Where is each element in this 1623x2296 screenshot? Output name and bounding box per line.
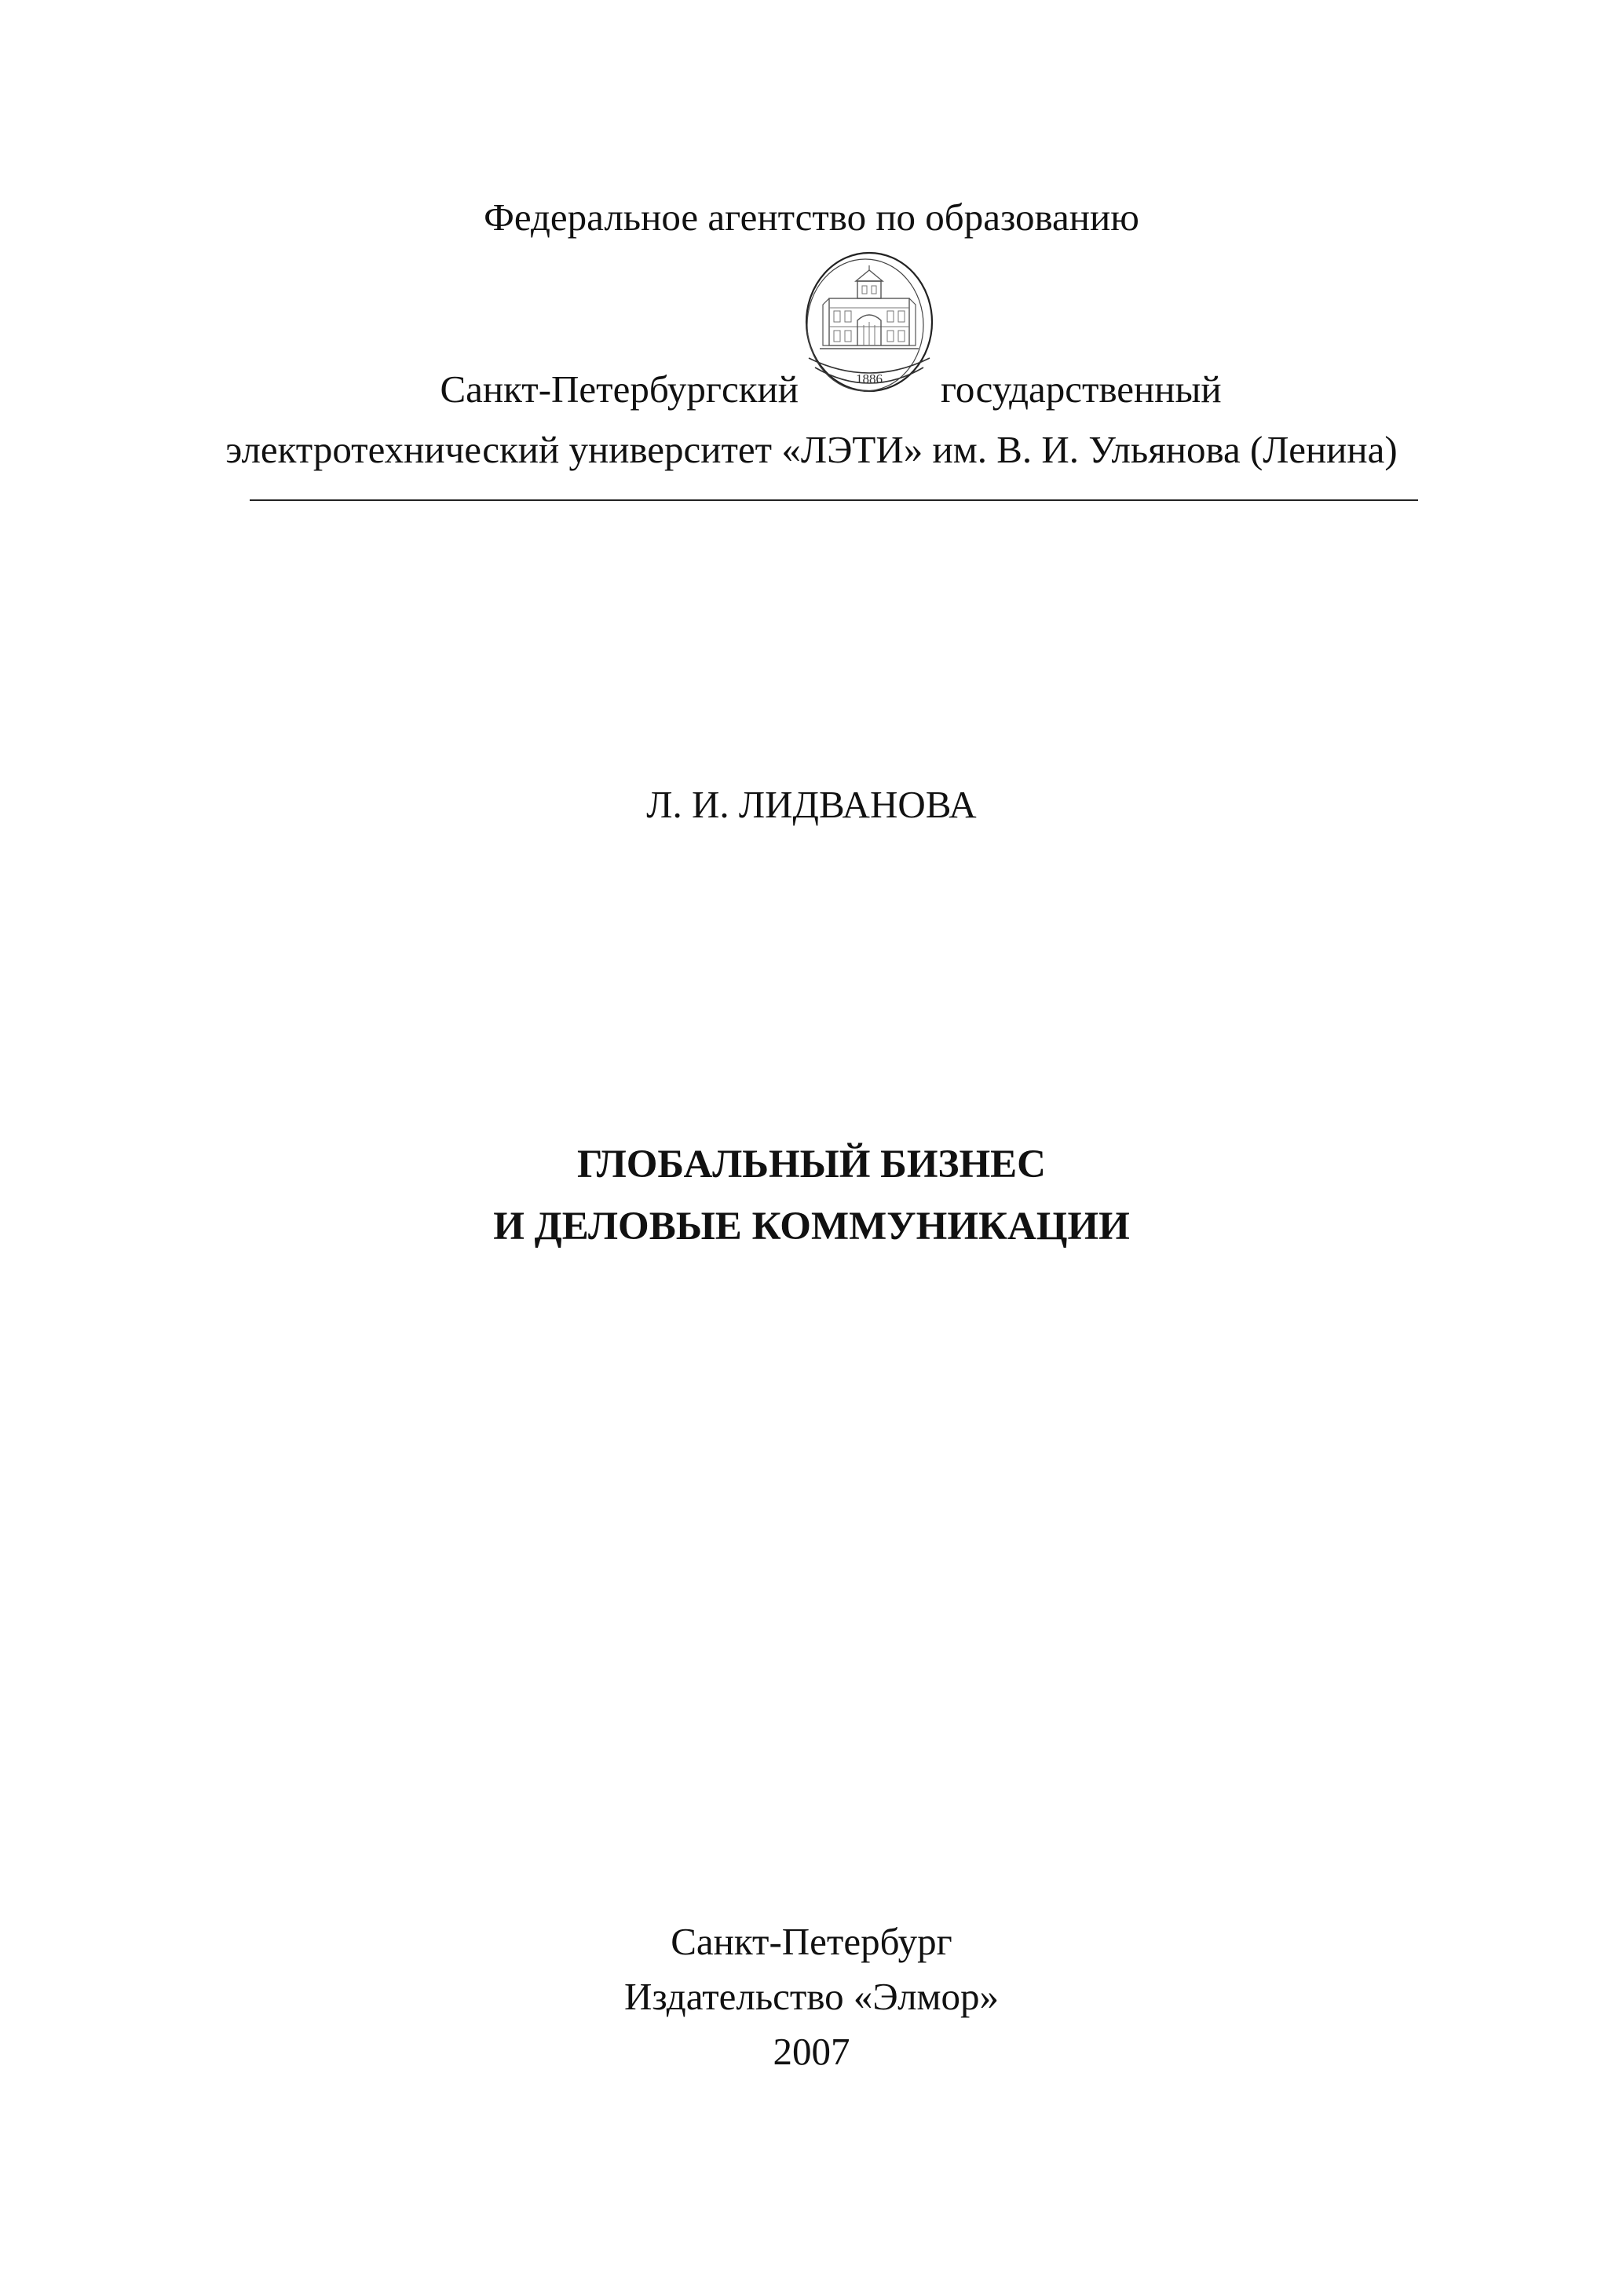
imprint-publisher: Издательство «Элмор»: [623, 1975, 1000, 2018]
university-name-left: Санкт-Петербургский: [440, 367, 799, 411]
university-name-row: [0, 250, 1623, 411]
book-title-line1: ГЛОБАЛЬНЫЙ БИЗНЕС: [576, 1143, 1046, 1186]
university-building-emblem-icon: [801, 250, 938, 407]
imprint-year: 2007: [773, 2030, 850, 2073]
book-title-line2: И ДЕЛОВЫЕ КОММУНИКАЦИИ: [493, 1205, 1130, 1249]
author-name: Л. И. ЛИДВАНОВА: [646, 783, 977, 826]
university-name-right: государственный: [941, 367, 1222, 411]
university-name-line2: электротехнический университет «ЛЭТИ» им. В. И. Ульянова (Ленина): [225, 428, 1398, 471]
emblem-year: 1886: [856, 371, 883, 386]
imprint-city: Санкт-Петербург: [671, 1920, 952, 1963]
header-divider: [250, 499, 1418, 501]
agency-name: Федеральное агентство по образованию: [484, 196, 1139, 239]
